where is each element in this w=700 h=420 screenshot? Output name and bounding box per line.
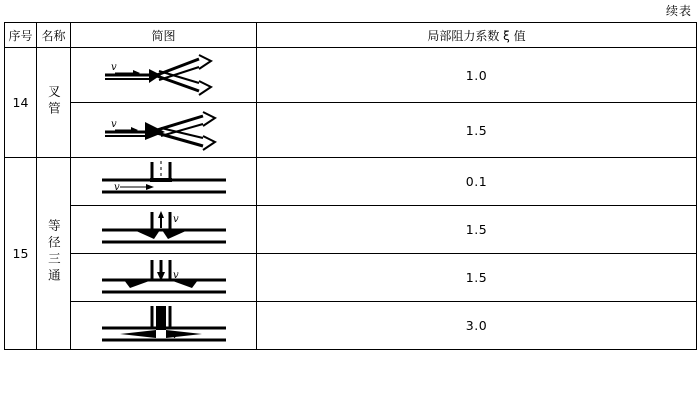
value-cell: 1.5 [257,103,697,158]
figure-equal-tee-straight-through [71,158,257,206]
value-cell: 3.0 [257,302,697,350]
table-row [5,302,697,350]
header-cell-value: 局部阻力系数 ξ 值 [257,23,697,48]
table-row [5,158,697,206]
continued-label: 续表 [665,4,692,18]
svg-text:v: v [171,329,178,341]
figure-equal-tee-branch-in [71,254,257,302]
figure-y-branch-pipe-lower [71,103,257,158]
value-cell: 1.5 [257,254,697,302]
value-cell: 1.0 [257,48,697,103]
row-name-15: 等径三通 [37,158,71,350]
table-row [5,254,697,302]
row-number-15: 15 [5,158,37,350]
row-name-14: 叉管 [37,48,71,158]
header-cell-name: 名称 [37,23,71,48]
table-row [5,206,697,254]
svg-text:v: v [172,213,179,225]
header-cell-figure: 简图 [71,23,257,48]
table-header-row [5,23,697,48]
table-row [5,48,697,103]
figure-y-branch-pipe-upper [71,48,257,103]
figure-equal-tee-merge [71,302,257,350]
value-cell: 0.1 [257,158,697,206]
svg-text:v: v [172,269,179,281]
row-number-14: 14 [5,48,37,158]
figure-equal-tee-split-up [71,206,257,254]
table-row [5,103,697,158]
local-resistance-coefficient-table [4,22,697,350]
svg-text:v: v [113,181,120,193]
header-cell-no: 序号 [5,23,37,48]
value-cell: 1.5 [257,206,697,254]
svg-text:v: v [110,62,117,73]
svg-text:v: v [110,119,117,130]
